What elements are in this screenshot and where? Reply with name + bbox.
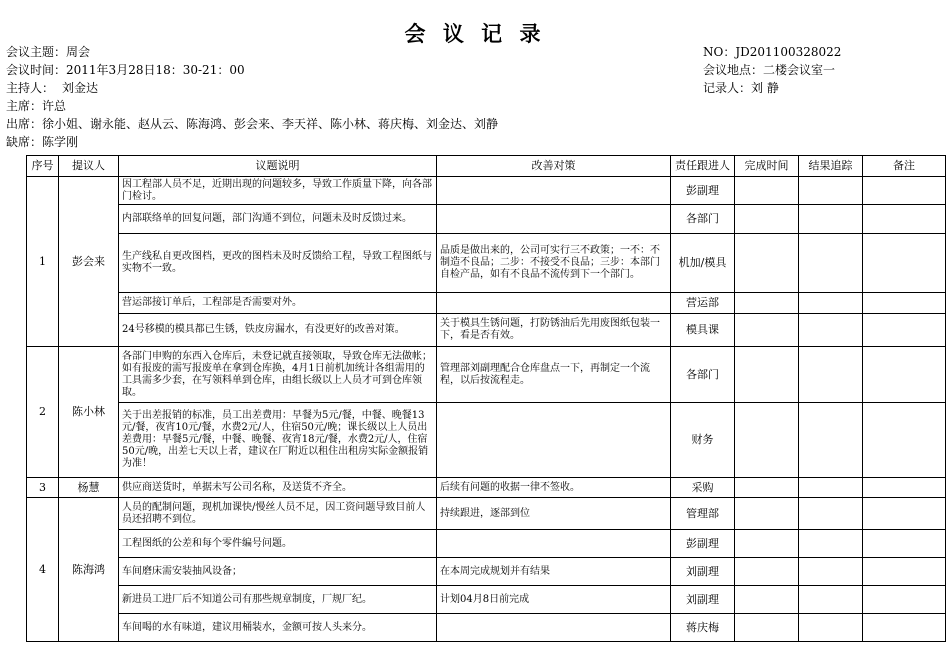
meeting-attendees-value: 徐小姐、谢永能、赵从云、陈海鸿、彭会来、李天祥、陈小林、蒋庆梅、刘金达、刘静	[42, 117, 499, 131]
meeting-host-label: 主持人：	[6, 81, 55, 95]
meeting-time	[6, 63, 245, 77]
meeting-chair-label: 主席：	[6, 99, 43, 113]
table-row	[27, 205, 946, 234]
row-result-tracking	[799, 614, 863, 642]
row-num: 2	[27, 347, 59, 478]
row-issue: 人员的配制问题，现机加课快/慢丝人员不足，因工资问题导致目前人员还招聘不到位。	[119, 498, 437, 530]
row-proposer: 彭会来	[59, 177, 119, 347]
row-responsible: 刘副理	[671, 586, 735, 614]
meeting-absent-value: 陈学刚	[42, 135, 79, 149]
row-remarks	[863, 234, 946, 293]
row-completion-time	[735, 498, 799, 530]
row-completion-time	[735, 234, 799, 293]
row-result-tracking	[799, 177, 863, 205]
row-responsible: 各部门	[671, 347, 735, 403]
table-row	[27, 530, 946, 558]
meeting-place-value: 二楼会议室一	[763, 63, 836, 77]
header-proposer: 提议人	[59, 156, 119, 177]
row-measure: 管理部刘副理配合仓库盘点一下，再制定一个流程，以后按流程走。	[437, 347, 671, 403]
row-result-tracking	[799, 205, 863, 234]
row-issue: 供应商送货时，单据未写公司名称，及送货不齐全。	[119, 478, 437, 498]
meeting-attendees-label: 出席：	[6, 117, 43, 131]
meeting-recorder	[703, 81, 779, 95]
row-result-tracking	[799, 558, 863, 586]
row-measure	[437, 614, 671, 642]
row-remarks	[863, 586, 946, 614]
row-num: 1	[27, 177, 59, 347]
table-row	[27, 293, 946, 314]
row-result-tracking	[799, 478, 863, 498]
row-completion-time	[735, 314, 799, 347]
row-measure	[437, 177, 671, 205]
table-header-row	[27, 156, 946, 177]
row-result-tracking	[799, 314, 863, 347]
document-number	[703, 45, 841, 59]
row-issue: 新进员工进厂后不知道公司有那些规章制度，厂规厂纪。	[119, 586, 437, 614]
row-responsible: 营运部	[671, 293, 735, 314]
row-responsible: 各部门	[671, 205, 735, 234]
row-proposer: 陈小林	[59, 347, 119, 478]
row-issue: 生产线私自更改图档，更改的图档未及时反馈给工程，导致工程图纸与实物不一致。	[119, 234, 437, 293]
header-issue: 议题说明	[119, 156, 437, 177]
row-result-tracking	[799, 347, 863, 403]
header-num: 序号	[27, 156, 59, 177]
meeting-host	[6, 81, 98, 95]
row-result-tracking	[799, 586, 863, 614]
meeting-time-value: 2011年3月28日18：30-21：00	[66, 63, 245, 77]
row-result-tracking	[799, 234, 863, 293]
row-issue: 关于出差报销的标准，员工出差费用：早餐为5元/餐，中餐、晚餐13元/餐，夜宵10元/餐，水费2元/人，住宿50元/晚；课长级以上人员出差费用：早餐5元/餐，中餐、晚餐、夜宵18元/餐，水费2元/人，住宿50元/晚，出差七天以上者，建议在厂附近以租住出租房实际金额报销为准！	[119, 403, 437, 478]
row-result-tracking	[799, 293, 863, 314]
table-row	[27, 498, 946, 530]
row-completion-time	[735, 530, 799, 558]
meeting-topic-value: 周会	[66, 45, 91, 59]
row-measure	[437, 403, 671, 478]
document-number-label: NO：	[703, 45, 736, 59]
row-remarks	[863, 293, 946, 314]
row-remarks	[863, 478, 946, 498]
row-completion-time	[735, 614, 799, 642]
table-row	[27, 586, 946, 614]
row-measure: 后续有问题的收据一律不签收。	[437, 478, 671, 498]
row-issue: 24号移模的模具都已生锈，铁皮房漏水，有没更好的改善对策。	[119, 314, 437, 347]
table-row	[27, 558, 946, 586]
row-issue: 内部联络单的回复问题，部门沟通不到位，问题未及时反馈过来。	[119, 205, 437, 234]
row-completion-time	[735, 293, 799, 314]
row-remarks	[863, 558, 946, 586]
row-result-tracking	[799, 403, 863, 478]
row-proposer: 杨慧	[59, 478, 119, 498]
row-responsible: 机加/模具	[671, 234, 735, 293]
document-title: 会 议 记 录	[404, 22, 546, 46]
row-issue: 营运部接订单后，工程部是否需要对外。	[119, 293, 437, 314]
row-responsible: 蒋庆梅	[671, 614, 735, 642]
row-remarks	[863, 403, 946, 478]
table-row	[27, 478, 946, 498]
meeting-attendees	[6, 117, 498, 131]
row-issue: 因工程部人员不足，近期出现的问题较多，导致工作质量下降，向各部门检讨。	[119, 177, 437, 205]
row-measure: 在本周完成规划并有结果	[437, 558, 671, 586]
row-remarks	[863, 614, 946, 642]
header-responsible: 责任跟进人	[671, 156, 735, 177]
row-remarks	[863, 498, 946, 530]
row-responsible: 刘副理	[671, 558, 735, 586]
row-measure	[437, 293, 671, 314]
meeting-record-table	[26, 155, 946, 642]
meeting-time-label: 会议时间：	[6, 63, 67, 77]
meeting-place-label: 会议地点：	[703, 63, 764, 77]
row-measure: 持续跟进，逐部到位	[437, 498, 671, 530]
row-result-tracking	[799, 498, 863, 530]
meeting-absent-label: 缺席：	[6, 135, 43, 149]
row-remarks	[863, 205, 946, 234]
row-remarks	[863, 314, 946, 347]
meeting-host-value: 刘金达	[62, 81, 99, 95]
table-row	[27, 347, 946, 403]
row-issue: 各部门申购的东西入仓库后，未登记就直接领取，导致仓库无法做帐；如有报废的需写报废单在拿到仓库换，4月1日前机加统计各组需用的工具需多少套，在写领料单到仓库，由组长级以上人员才可到仓库领取。	[119, 347, 437, 403]
row-responsible: 彭副理	[671, 530, 735, 558]
table-row	[27, 177, 946, 205]
row-completion-time	[735, 558, 799, 586]
row-completion-time	[735, 205, 799, 234]
row-measure: 计划04月8日前完成	[437, 586, 671, 614]
meeting-absent	[6, 135, 78, 149]
row-result-tracking	[799, 530, 863, 558]
meeting-chair-value: 许总	[42, 99, 67, 113]
row-num: 4	[27, 498, 59, 642]
row-num: 3	[27, 478, 59, 498]
header-measure: 改善对策	[437, 156, 671, 177]
header-remarks: 备注	[863, 156, 946, 177]
row-responsible: 采购	[671, 478, 735, 498]
row-proposer: 陈海鸿	[59, 498, 119, 642]
row-issue: 车间喝的水有味道，建议用桶装水，金额可按人头来分。	[119, 614, 437, 642]
row-measure: 关于模具生锈问题，打防锈油后先用废图纸包装一下，看是否有效。	[437, 314, 671, 347]
table-row	[27, 314, 946, 347]
table-row	[27, 403, 946, 478]
row-completion-time	[735, 177, 799, 205]
row-issue: 工程图纸的公差和每个零件编号问题。	[119, 530, 437, 558]
row-remarks	[863, 530, 946, 558]
table-row	[27, 234, 946, 293]
meeting-recorder-value: 刘 静	[751, 81, 779, 95]
meeting-topic-label: 会议主题：	[6, 45, 67, 59]
row-responsible: 彭副理	[671, 177, 735, 205]
row-measure	[437, 530, 671, 558]
row-remarks	[863, 347, 946, 403]
table-row	[27, 614, 946, 642]
row-remarks	[863, 177, 946, 205]
row-completion-time	[735, 347, 799, 403]
row-completion-time	[735, 478, 799, 498]
row-responsible: 模具课	[671, 314, 735, 347]
document-number-value: JD201100328022	[735, 45, 842, 59]
row-completion-time	[735, 586, 799, 614]
row-measure	[437, 205, 671, 234]
row-completion-time	[735, 403, 799, 478]
row-measure: 品质是做出来的，公司可实行三不政策；一不：不制造不良品；二步：不接受不良品；三步：本部门自检产品，如有不良品不流传到下一个部门。	[437, 234, 671, 293]
meeting-chair	[6, 99, 66, 113]
row-responsible: 财务	[671, 403, 735, 478]
meeting-topic	[6, 45, 90, 59]
header-completion-time: 完成时间	[735, 156, 799, 177]
row-responsible: 管理部	[671, 498, 735, 530]
header-result-tracking: 结果追踪	[799, 156, 863, 177]
meeting-place	[703, 63, 835, 77]
meeting-recorder-label: 记录人：	[703, 81, 752, 95]
row-issue: 车间磨床需安装抽风设备；	[119, 558, 437, 586]
